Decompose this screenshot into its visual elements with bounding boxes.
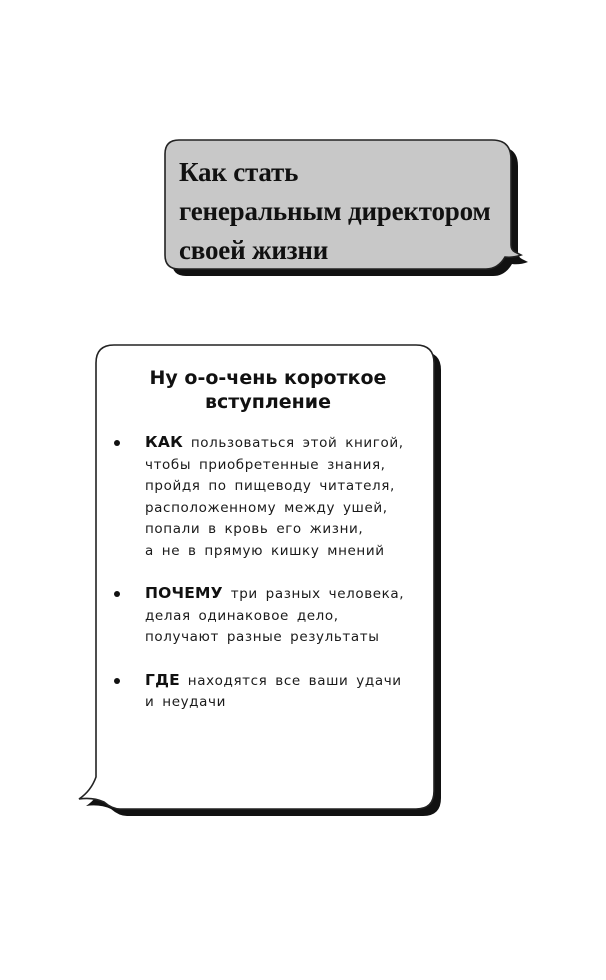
list-item-where — [108, 670, 438, 714]
bullet-lead-why: ПОЧЕМУ — [145, 584, 223, 602]
title-line-3: своей жизни — [179, 235, 329, 265]
title-line-2: генеральным директором — [179, 196, 491, 226]
bullet-text-line: пройдя по пищеводу читателя, — [145, 478, 395, 494]
bullet-text-line: пользоваться этой книгой, — [190, 435, 404, 451]
intro-bullet-list — [108, 432, 438, 714]
intro-heading-line-1: Ну о-о-чень короткое — [149, 367, 387, 389]
title-line-1: Как стать — [179, 157, 299, 187]
bullet-lead-how: КАК — [145, 433, 183, 451]
bullet-lead-where: ГДЕ — [145, 670, 180, 689]
bullet-text-line: находятся все ваши удачи — [187, 672, 402, 689]
bullet-text-line: а не в прямую кишку мнений — [145, 542, 385, 559]
bullet-text-line: получают разные результаты — [145, 629, 380, 645]
bullet-text-line: попали в кровь его жизни, — [145, 521, 364, 537]
list-item-how — [108, 432, 438, 562]
bullet-dot-icon — [114, 591, 120, 597]
bullet-dot-icon — [114, 678, 120, 684]
bullet-text-line: делая одинаковое дело, — [145, 607, 339, 624]
bullet-dot-icon — [114, 440, 120, 446]
intro-heading — [118, 366, 418, 414]
bullet-text-line: чтобы приобретенные знания, — [145, 456, 386, 473]
book-title — [179, 153, 509, 270]
bullet-text-line: три разных человека, — [230, 586, 405, 602]
intro-heading-line-2: вступление — [205, 391, 331, 413]
list-item-why — [108, 583, 438, 649]
bullet-text-line: и неудачи — [145, 694, 226, 710]
bullet-text-line: расположенному между ушей, — [145, 499, 388, 516]
